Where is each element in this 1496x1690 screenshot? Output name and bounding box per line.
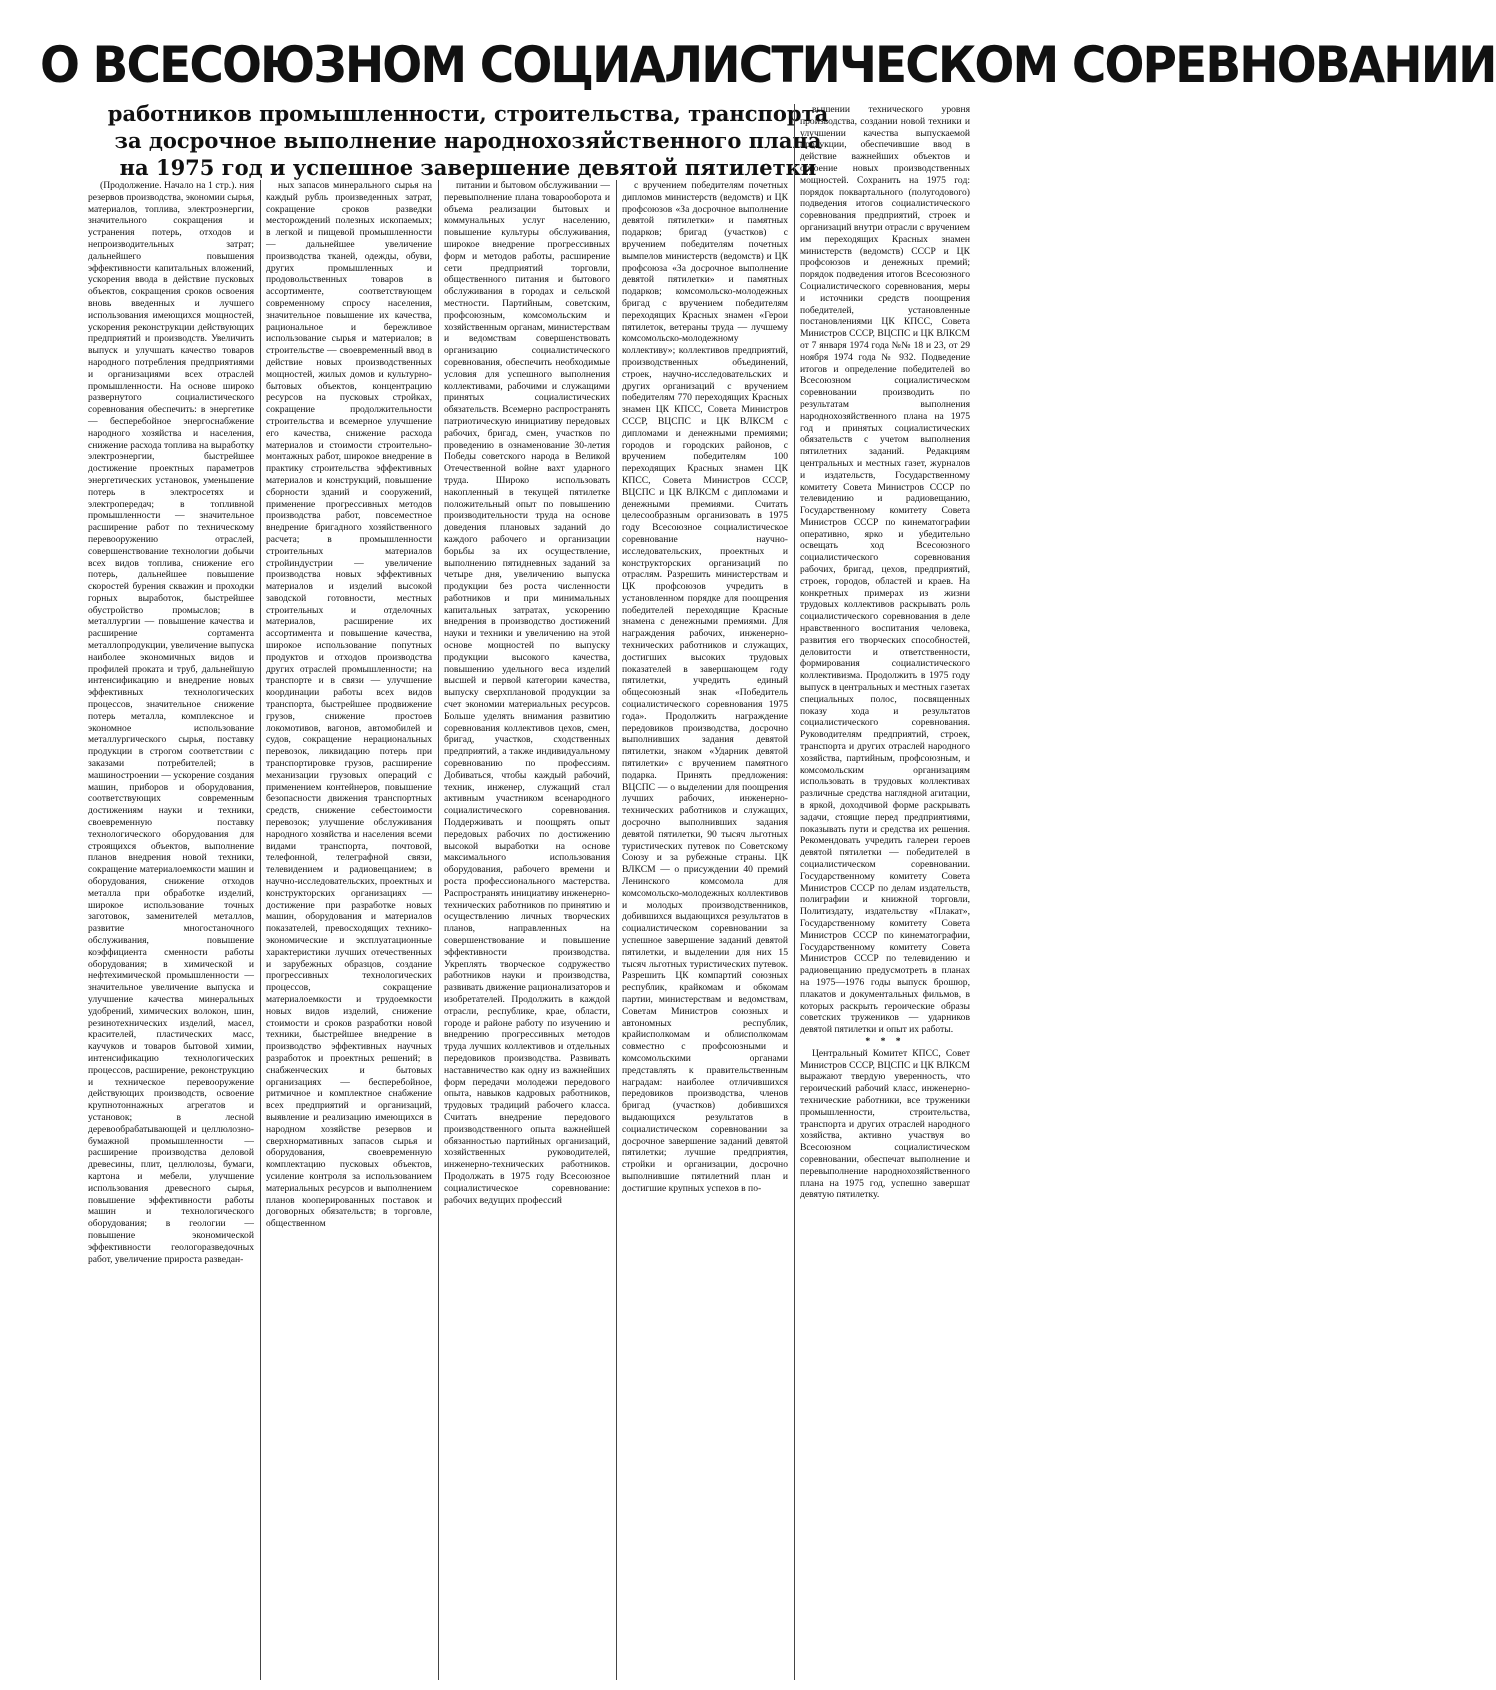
subhead-line-3: на 1975 год и успешное завершение девятой пятилетки (119, 155, 817, 180)
column-divider (616, 180, 617, 1680)
column-1 (88, 180, 254, 1680)
column-2 (266, 180, 432, 1680)
column-5-text: вышении технического уровня производства, создании новой техники и улучшении качества выпускаемой продукции, обеспечившие ввод в действие важнейших объектов и освоение новых производственных мощностей. Сохранить на 1975 год: порядок поквартального (полугодового) подведения итогов социалистического соревнования предприятий, строек и организаций внутри отрасли с вручением им переходящих Красных знамен министерств (ведомств) СССР и ЦК профсоюзов и денежных премий; порядок подведения итогов Всесоюзного Социалистического соревнования, меры и источники средств поощрения победителей, установленные постановлениями ЦК КПСС, Совета Министров СССР, ВЦСПС и ЦК ВЛКСМ от 7 января 1974 года №№ 18 и 23, от 29 ноября 1974 года № 932. Подведение итогов и определение победителей во Всесоюзном социалистическом соревновании производить по результатам выполнения народнохозяйственного плана на 1975 год и принятых социалистических обязательств с учетом выполнения пятилетних заданий. Редакциям центральных и местных газет, журналов и издательств, Государственному комитету Совета Министров СССР по телевидению и радиовещанию, Государственному комитету Совета Министров СССР по кинематографии оперативно, ярко и убедительно освещать ход Всесоюзного социалистического соревнования рабочих, бригад, цехов, предприятий, строек, городов, областей и краев. На конкретных примерах из жизни трудовых коллективов раскрывать роль социалистического соревнования в деле нравственного воспитания человека, развития его творческих способностей, деловитости и ответственности, формирования социалистического коллективизма. Продолжить в 1975 году выпуск в центральных и местных газетах специальных полос, посвященных показу хода и результатов социалистического соревнования. Руководителям предприятий, строек, транспорта и других отраслей народного хозяйства, партийным, профсоюзным, и комсомольским организациям использовать в трудовых коллективах различные средства наглядной агитации, в яркой, доходчивой форме раскрывать задачи, стоящие перед предприятиями, показывать пути и средства их решения. Рекомендовать учредить галереи героев девятой пятилетки — победителей в социалистическом соревновании. Государственному комитету Совета Министров СССР по делам издательств, полиграфии и книжной торговли, Политиздату, издательству «Плакат», Государственному комитету Совета Министров СССР по кинематографии, Государственному комитету Совета Министров СССР по телевидению и радиовещанию предусмотреть в планах на 1975—1976 годы выпуск брошюр, плакатов и документальных фильмов, в которых раскрыть героические образы советских тружеников — ударников девятой пятилетки и опыт их работы. (800, 104, 970, 1036)
column-4-text: с вручением победителям почетных дипломов министерств (ведомств) и ЦК профсоюзов «За досрочное выполнение девятой пятилетки» и памятных подарков; бригад (участков) с вручением победителям почетных вымпелов министерств (ведомств) и ЦК профсоюза «За досрочное выполнение девятой пятилетки» и памятных подарков; комсомольско-молодежных бригад с вручением победителям переходящих Красных знамен «Герои пятилеток, ветераны труда — лучшему комсомольско-молодежному коллективу»; коллективов предприятий, производственных объединений, строек, научно-исследовательских и других организаций с вручением победителям 770 переходящих Красных знамен ЦК КПСС, Совета Министров СССР, ВЦСПС и ЦК ВЛКСМ с дипломами и денежными премиями; городов и городских районов, с вручением победителям 100 переходящих Красных знамен ЦК КПСС, Совета Министров СССР, ВЦСПС и ЦК ВЛКСМ с дипломами и денежными премиями. Считать целесообразным организовать в 1975 году Всесоюзное социалистическое соревнование научно-исследовательских, проектных и конструкторских организаций по отраслям. Разрешить министерствам и ЦК профсоюзов учредить в установленном порядке для поощрения победителей переходящие Красные знамена с денежными премиями. Для награждения рабочих, инженерно-технических работников и служащих, достигших высоких трудовых показателей в завершающем году пятилетки, учредить единый общесоюзный знак «Победитель социалистического соревнования 1975 года». Продолжить награждение передовиков производства, досрочно выполнивших задания девятой пятилетки, знаком «Ударник девятой пятилетки» с вручением памятного подарка. Принять предложения: ВЦСПС — о выделении для поощрения лучших рабочих, инженерно-технических работников и служащих, досрочно выполнивших задания девятой пятилетки, 90 тысяч льготных туристических путевок по Советскому Союзу и за рубежные страны. ЦК ВЛКСМ — о присуждении 40 премий Ленинского комсомола для комсомольско-молодежных коллективов и молодых производственников, добившихся выдающихся результатов в социалистическом соревновании за успешное завершение заданий девятой пятилетки, и выделении для них 15 тысяч льготных туристических путевок. Разрешить ЦК компартий союзных республик, крайкомам и обкомам партии, министерствам и ведомствам, Советам Министров союзных и автономных республик, крайисполкомам и облисполкомам совместно с профсоюзными и комсомольскими органами представлять к правительственным наградам: наиболее отличившихся передовиков производства, членов бригад (участков) добившихся выдающихся результатов в социалистическом соревновании за досрочное завершение заданий девятой пятилетки; лучшие предприятия, стройки и организации, досрочно выполнившие пятилетний план и достигшие крупных успехов в по- (622, 180, 788, 1194)
headline: О ВСЕСОЮЗНОМ СОЦИАЛИСТИЧЕСКОМ СОРЕВНОВАНИИ (40, 36, 1496, 94)
column-4 (622, 180, 788, 1680)
section-divider-stars: * * * (865, 1035, 905, 1047)
column-5-closing-text: Центральный Комитет КПСС, Совет Министров СССР, ВЦСПС и ЦК ВЛКСМ выражают твердую уверенность, что героический рабочий класс, инженерно-технические работники, все труженики промышленности, строительства, транспорта и других отраслей народного хозяйства, активно участвуя во Всесоюзном социалистическом соревновании, обеспечат выполнение и перевыполнение народнохозяйственного плана на 1975 год, успешно завершат девятую пятилетку. (800, 1047, 970, 1201)
subhead-line-2: за досрочное выполнение народнохозяйственного плана (114, 128, 822, 153)
column-divider (794, 104, 795, 1680)
column-3 (444, 180, 610, 1680)
subheadline (78, 100, 858, 181)
column-divider (438, 180, 439, 1680)
column-1-text: (Продолжение. Начало на 1 стр.). ния резервов производства, экономии сырья, материалов, топлива, электроэнергии, значительного сокращения и устранения потерь, отходов и непроизводительных затрат; дальнейшего повышения эффективности капитальных вложений, ускорения ввода в действие пусковых объектов, сокращения сроков освоения вновь введенных и лучшего использования имеющихся мощностей, ускорения реконструкции действующих предприятий и производств. Увеличить выпуск и улучшать качество товаров народного потребления предприятиями и организациями всех отраслей промышленности. На основе широко развернутого социалистического соревнования обеспечить: в энергетике — бесперебойное энергоснабжение народного хозяйства и населения, снижение расхода топлива на выработку электроэнергии, быстрейшее достижение проектных параметров энергетических установок, уменьшение потерь в электросетях и электропередач; в топливной промышленности — значительное расширение работ по техническому перевооружению отраслей, совершенствование технологии добычи всех видов топлива, снижение его потерь, дальнейшее повышение скоростей бурения скважин и проходки горных выработок, быстрейшее обустройство промыслов; в металлургии — повышение качества и расширение сортамента металлопродукции, увеличение выпуска наиболее экономичных видов и профилей проката и труб, дальнейшую интенсификацию и внедрение новых эффективных технологических процессов, значительное снижение потерь металла, комплексное и экономное использование металлургического сырья, поставку продукции в строгом соответствии с заказами потребителей; в машиностроении — ускорение создания машин, приборов и оборудования, соответствующих современным достижениям науки и техники, своевременную поставку технологического оборудования для строящихся объектов, выполнение планов внедрения новой техники, сокращение материалоемкости машин и оборудования, снижение отходов металла при обработке изделий, широкое использование точных заготовок, заменителей металлов, развитие многостаночного обслуживания, повышение коэффициента сменности работы оборудования; в химической и нефтехимической промышленности — значительное увеличение выпуска и улучшение качества минеральных удобрений, химических волокон, шин, резинотехнических изделий, масел, красителей, пластических масс, каучуков и товаров бытовой химии, интенсификацию технологических процессов, расширение, реконструкцию и техническое перевооружение действующих производств, освоение крупнотоннажных агрегатов и установок; в лесной деревообрабатывающей и целлюлозно-бумажной промышленности — расширение производства деловой древесины, плит, целлюлозы, бумаги, картона и мебели, улучшение использования древесного сырья, повышение эффективности работы машин и технологического оборудования; в геологии — повышение экономической эффективности геологоразведочных работ, увеличение прироста разведан- (88, 180, 254, 1265)
column-5 (800, 104, 970, 1680)
column-2-text: ных запасов минерального сырья на каждый рубль произведенных затрат, сокращение сроков разведки месторождений полезных ископаемых; в легкой и пищевой промышленности — дальнейшее увеличение производства тканей, одежды, обуви, других промышленных и продовольственных товаров в ассортименте, соответствующем современному спросу населения, значительное повышение их качества, рациональное и бережливое использование сырья и материалов; в строительстве — своевременный ввод в действие новых производственных мощностей, жилых домов и культурно-бытовых объектов, концентрацию ресурсов на пусковых стройках, сокращение продолжительности строительства и всемерное улучшение его качества, снижение расхода материалов и стоимости строительно-монтажных работ, широкое внедрение в практику строительства эффективных материалов и конструкций, повышение сборности зданий и сооружений, применение прогрессивных методов производства работ, повсеместное внедрение бригадного хозяйственного расчета; в промышленности строительных материалов стройиндустрии — увеличение производства новых эффективных материалов и изделий высокой заводской готовности, местных строительных и отделочных материалов, расширение их ассортимента и повышение качества, широкое использование попутных продуктов и отходов производства других отраслей промышленности; на транспорте и в связи — улучшение координации работы всех видов транспорта, быстрейшее продвижение грузов, снижение простоев локомотивов, вагонов, автомобилей и судов, сокращение нерациональных перевозок, ликвидацию потерь при транспортировке грузов, расширение механизации грузовых операций с применением контейнеров, повышение безопасности движения транспортных средств, снижение себестоимости перевозок; улучшение обслуживания народного хозяйства и населения всеми видами транспорта, почтовой, телефонной, телеграфной связи, телевидением и радиовещанием; в научно-исследовательских, проектных и конструкторских организациях — достижение при разработке новых машин, оборудования и материалов показателей, превосходящих технико-экономические и эксплуатационные характеристики лучших отечественных и зарубежных образцов, создание прогрессивных технологических процессов, сокращение материалоемкости и трудоемкости новых видов изделий, снижение стоимости и сроков разработки новой техники, быстрейшее внедрение в производство эффективных научных разработок и проектных решений; в снабженческих и бытовых организациях — бесперебойное, ритмичное и комплектное снабжение всех предприятий и организаций, выявление и реализацию имеющихся в народном хозяйстве резервов и сверхнормативных запасов сырья и оборудования, своевременную комплектацию пусковых объектов, усиление контроля за использованием материальных ресурсов и выполнением планов кооперированных поставок и договорных обязательств; в торговле, общественном (266, 180, 432, 1230)
column-divider (260, 180, 261, 1680)
column-3-text: питании и бытовом обслуживании — перевыполнение плана товарооборота и объема реализации бытовых и коммунальных услуг населению, повышение культуры обслуживания, широкое внедрение прогрессивных форм и методов работы, расширение сети предприятий торговли, общественного питания и бытового обслуживания в городах и сельской местности. Партийным, советским, профсоюзным, комсомольским и хозяйственным органам, министерствам и ведомствам совершенствовать организацию социалистического соревнования, обеспечить необходимые условия для успешного выполнения коллективами, рабочими и служащими принятых социалистических обязательств. Всемерно распространять патриотическую инициативу передовых рабочих, бригад, смен, участков по проведению в ознаменование 30-летия Победы советского народа в Великой Отечественной войне вахт ударного труда. Широко использовать накопленный в текущей пятилетке положительный опыт по повышению производительности труда на основе доведения плановых заданий до каждого рабочего и организации борьбы за их осуществление, выполнению пятидневных заданий за четыре дня, увеличению выпуска продукции без роста численности работников и при минимальных капитальных затратах, ускорению внедрения в производство достижений науки и техники и увеличению на этой основе мощностей по выпуску продукции высокого качества, повышению удельного веса изделий высшей и первой категории качества, выпуску сверхплановой продукции за счет экономии материальных ресурсов. Больше уделять внимания развитию соревнования коллективов цехов, смен, бригад, участков, сходственных предприятий, а также индивидуальному соревнованию по профессиям. Добиваться, чтобы каждый рабочий, техник, инженер, служащий стал активным участником всенародного социалистического соревнования. Поддерживать и поощрять опыт передовых рабочих по достижению высокой выработки на основе максимального использования оборудования, рабочего времени и роста профессионального мастерства. Распространять инициативу инженерно-технических работников по принятию и осуществлению личных творческих планов, направленных на совершенствование и повышение эффективности производства. Укреплять творческое содружество работников науки и производства, развивать движение рационализаторов и изобретателей. Продолжить в каждой отрасли, республике, крае, области, городе и районе работу по изучению и внедрению прогрессивных методов труда лучших коллективов и отдельных передовиков производства. Развивать наставничество как одну из важнейших форм передачи молодежи передового опыта, навыков кадровых работников, трудовых традиций рабочего класса. Считать внедрение передового производственного опыта важнейшей обязанностью партийных организаций, хозяйственных руководителей, инженерно-технических работников. Продолжать в 1975 году Всесоюзное социалистическое соревнование: рабочих ведущих профессий (444, 180, 610, 1206)
subhead-line-1: работников промышленности, строительства, транспорта (107, 101, 829, 126)
